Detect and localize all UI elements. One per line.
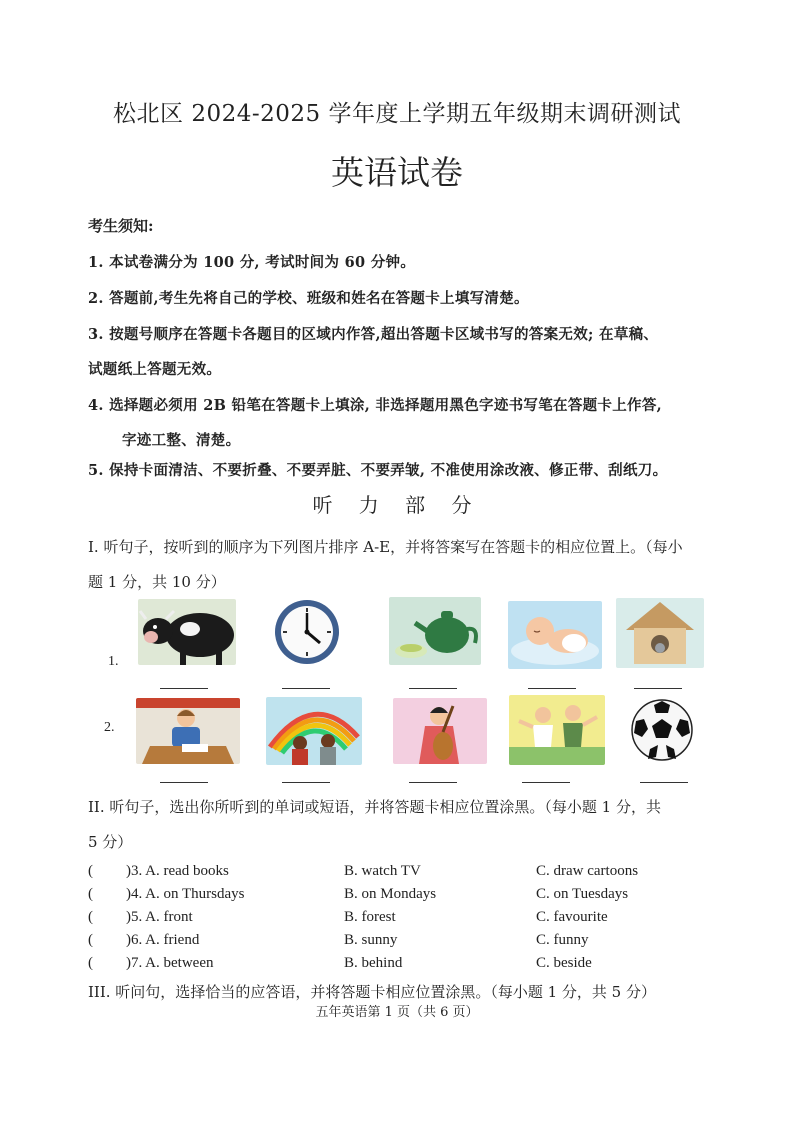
notice-rule-1: 1. 本试卷满分为 100 分, 考试时间为 60 分钟。 <box>88 254 416 271</box>
answer-blank[interactable] <box>640 782 688 783</box>
option-b: B. behind <box>344 955 403 971</box>
section-1-instruction: I. 听句子，按听到的顺序为下列图片排序 A-E，并将答案写在答题卡的相应位置上。（每小 <box>88 538 683 556</box>
answer-blank[interactable] <box>160 782 208 783</box>
notice-rule-5: 5. 保持卡面清洁、不要折叠、不要弄脏、不要弄皱, 不准使用涂改液、修正带、刮纸刀。 <box>88 462 668 479</box>
teapot-picture <box>389 597 481 665</box>
option-a: )3. A. read books <box>126 863 229 879</box>
option-a: )6. A. friend <box>126 932 200 948</box>
baby-picture <box>508 601 602 669</box>
notice-rule-4-cont: 字迹工整、清楚。 <box>122 432 241 449</box>
answer-blank[interactable] <box>282 782 330 783</box>
answer-paren[interactable]: ( <box>88 863 93 879</box>
answer-blank[interactable] <box>634 688 682 689</box>
page-footer: 五年英语第 1 页（共 6 页） <box>315 1005 479 1020</box>
soccer-ball-picture <box>622 697 702 763</box>
birdhouse-picture <box>616 598 704 668</box>
section-2-instruction-cont: 5 分） <box>88 833 133 851</box>
notice-rule-4: 4. 选择题必须用 2B 铅笔在答题卡上填涂, 非选择题用黑色字迹书写笔在答题卡上作答, <box>88 397 662 414</box>
cow-picture <box>138 599 236 665</box>
option-a: )4. A. on Thursdays <box>126 886 245 902</box>
option-a: )5. A. front <box>126 909 193 925</box>
answer-paren[interactable]: ( <box>88 909 93 925</box>
answer-paren[interactable]: ( <box>88 886 93 902</box>
girl-playing-pipa-picture <box>393 698 487 764</box>
notice-rule-3-cont: 试题纸上答题无效。 <box>88 361 222 378</box>
option-c: C. beside <box>536 955 592 971</box>
exam-title: 松北区 2024-2025 学年度上学期五年级期末调研测试 <box>113 101 681 127</box>
kung-fu-kids-picture <box>509 695 605 765</box>
clock-picture <box>272 597 342 667</box>
answer-paren[interactable]: ( <box>88 955 93 971</box>
section-2-instruction: II. 听句子，选出你所听到的单词或短语，并将答题卡相应位置涂黑。（每小题 1 分，共 <box>88 798 661 816</box>
section-1-instruction-cont: 题 1 分，共 10 分） <box>88 573 226 591</box>
picture-row-2-label: 2. <box>104 720 115 735</box>
answer-blank[interactable] <box>409 782 457 783</box>
option-b: B. on Mondays <box>344 886 437 902</box>
option-c: C. draw cartoons <box>536 863 639 879</box>
option-b: B. watch TV <box>344 863 421 879</box>
option-b: B. sunny <box>344 932 398 948</box>
notice-heading: 考生须知: <box>88 217 154 235</box>
option-c: C. funny <box>536 932 589 948</box>
section-3-instruction: III. 听问句，选择恰当的应答语，并将答题卡相应位置涂黑。（每小题 1 分，共 5 分） <box>88 983 656 1001</box>
answer-paren[interactable]: ( <box>88 932 93 948</box>
exam-subtitle: 英语试卷 <box>331 153 463 192</box>
answer-blank[interactable] <box>522 782 570 783</box>
option-a: )7. A. between <box>126 955 214 971</box>
option-b: B. forest <box>344 909 396 925</box>
answer-blank[interactable] <box>282 688 330 689</box>
answer-blank[interactable] <box>160 688 208 689</box>
answer-blank[interactable] <box>409 688 457 689</box>
listening-section-heading: 听 力 部 分 <box>312 493 482 517</box>
option-c: C. favourite <box>536 909 608 925</box>
option-c: C. on Tuesdays <box>536 886 629 902</box>
rainbow-picture <box>266 697 362 765</box>
boy-writing-picture <box>136 698 240 764</box>
notice-rule-2: 2. 答题前,考生先将自己的学校、班级和姓名在答题卡上填写清楚。 <box>88 290 529 307</box>
picture-row-1-label: 1. <box>108 654 119 669</box>
answer-blank[interactable] <box>528 688 576 689</box>
notice-rule-3: 3. 按题号顺序在答题卡各题目的区域内作答,超出答题卡区域书写的答案无效; 在草稿、 <box>88 326 659 343</box>
